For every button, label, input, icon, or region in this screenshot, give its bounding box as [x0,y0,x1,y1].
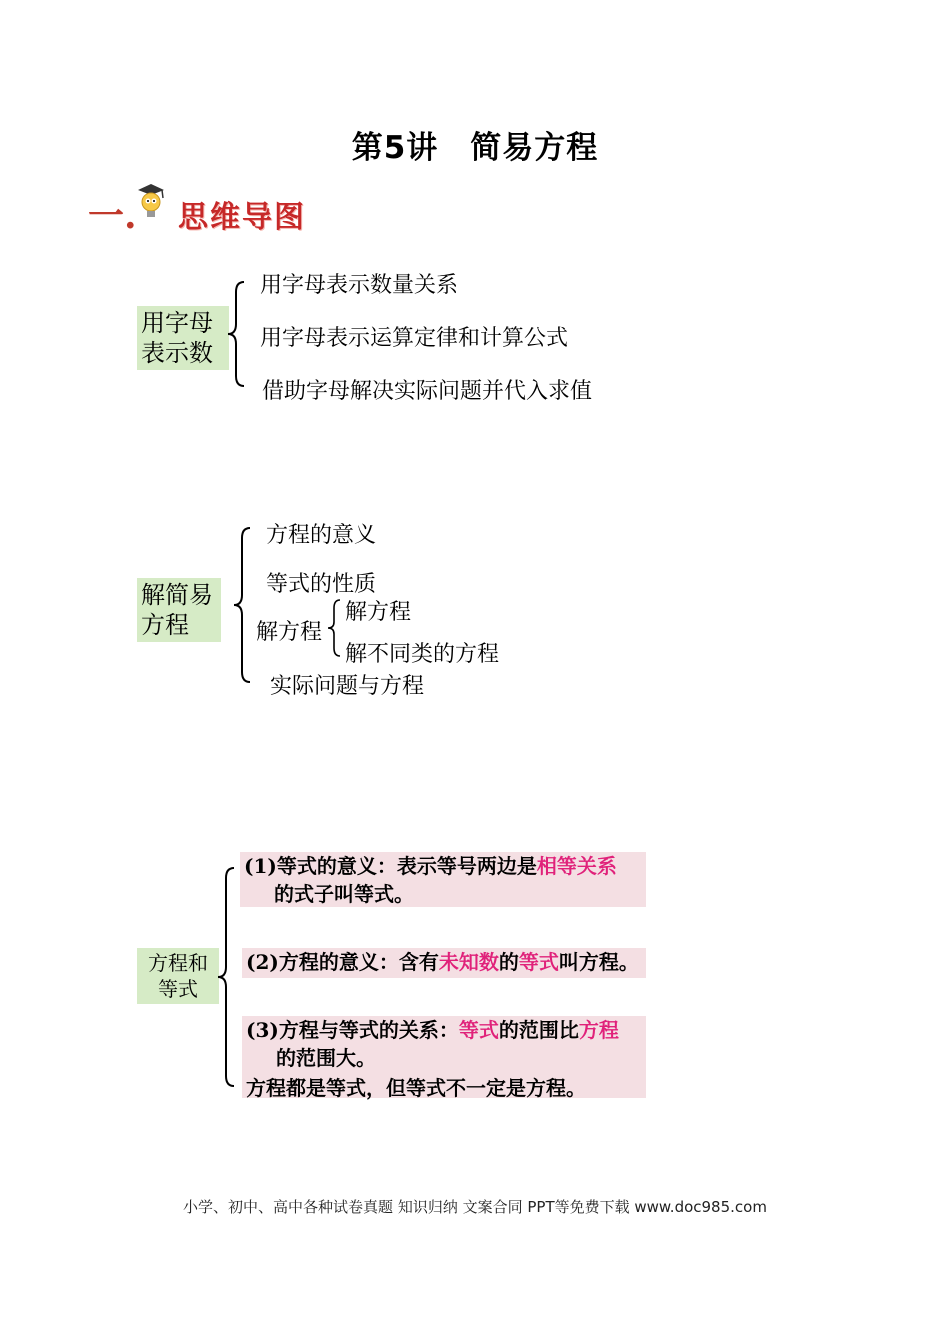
page-title [0,122,950,167]
box3-highlight-equality: 等式 [458,1018,499,1042]
map1-item: 用字母表示运算定律和计算公式 [260,326,569,351]
map1-brace [226,280,250,388]
map1-item: 借助字母解决实际问题并代入求值 [262,379,593,404]
box3-text-c: 的范围比 [498,1018,579,1042]
map3-box3 [242,1016,646,1098]
map1-item: 用字母表示数量关系 [260,273,459,298]
box2-highlight-unknown: 未知数 [438,950,499,974]
map2-brace [232,526,256,684]
lightbulb-icon [134,182,168,222]
box3-text-e: 的范围大。 [276,1046,376,1070]
map3-root-line1: 方程和 [148,951,208,975]
box1-highlight: 相等关系 [536,854,617,878]
map3-box1 [240,852,646,907]
map2-root-line1: 解简易 [141,581,213,609]
title-topic: 简易方程 [470,130,599,166]
map3-box2 [242,948,646,978]
map2-item: 实际问题与方程 [270,674,425,699]
section-heading [88,182,348,242]
map1-root-line2: 表示数 [141,339,213,367]
section-label: 思维导图 [178,200,306,235]
box2-text-a: (2)方程的意义：含有 [246,950,439,974]
map2-sub-brace [326,598,344,658]
map3-root [137,948,219,1004]
box1-text-a: (1)等式的意义：表示等号两边是 [244,854,537,878]
title-lesson: 第5讲 [351,130,439,166]
page-footer: 小学、初中、高中各种试卷真题 知识归纳 文案合同 PPT等免费下载 www.doc985.com [183,1198,767,1216]
map2-item: 方程的意义 [266,523,377,548]
map2-root-line2: 方程 [141,611,189,639]
box2-text-e: 叫方程。 [558,950,639,974]
box2-highlight-equation: 等式 [518,950,559,974]
map3-brace [216,866,240,1088]
box1-text-c: 的式子叫等式。 [274,882,414,906]
map1-root-line1: 用字母 [141,309,213,337]
map2-subitem: 解不同类的方程 [345,642,500,667]
box3-text-f: 方程都是等式，但等式不一定是方程。 [246,1076,586,1100]
map3-root-line2: 等式 [158,977,198,1001]
map2-item: 等式的性质 [266,572,377,597]
section-number: 一. [88,195,137,237]
map2-root [137,578,221,642]
map1-root [137,306,229,370]
box3-text-a: (3)方程与等式的关系： [246,1018,459,1042]
box2-text-c: 的 [498,950,519,974]
map2-subitem: 解方程 [345,600,412,625]
map2-subroot: 解方程 [256,620,323,645]
box3-highlight-equation: 方程 [578,1018,619,1042]
